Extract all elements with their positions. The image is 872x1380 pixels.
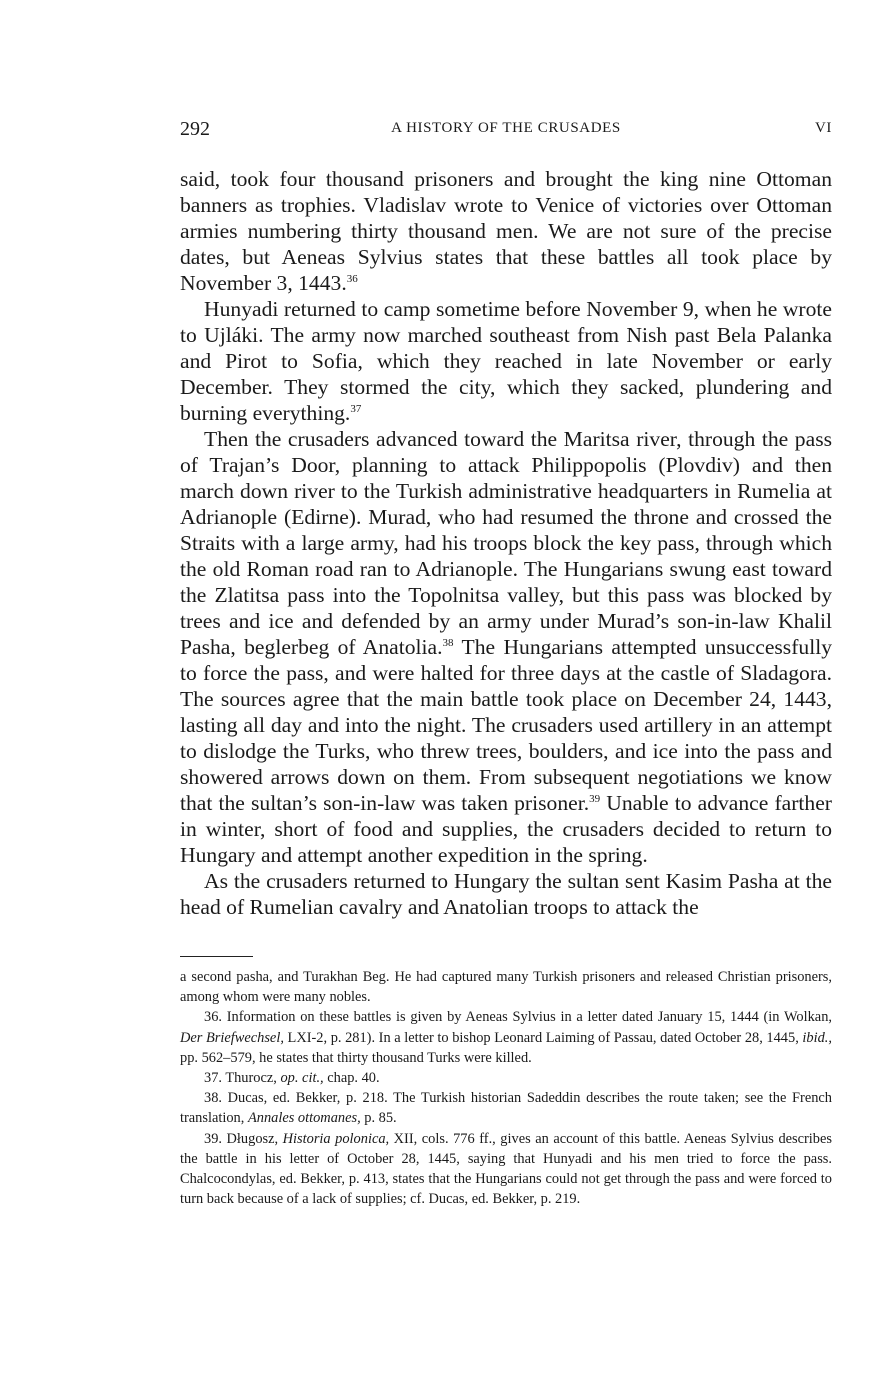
main-text [180,166,832,920]
running-title: A HISTORY OF THE CRUSADES [391,120,621,136]
note-ref-37: 37 [350,403,362,415]
footnote-36 [180,1007,832,1068]
running-head [180,112,832,144]
paragraph-3-text-c: Unable to advance farther in winter, short of food and supplies, the crusaders decided to return to Hungary and attempt another expedition in the spring. [180,791,832,867]
paragraph-4 [180,868,832,920]
footnote-37 [180,1068,832,1088]
footnote-37-opcit: op. cit., [280,1070,324,1087]
chapter-number: VI [814,120,832,136]
footnotes [180,967,832,1209]
note-ref-39: 39 [589,793,601,805]
footnote-39-text-b: XII, cols. 776 ff., gives an account of this battle. Aeneas Sylvius describes the battle in his letter of October 28, 1445, saying that Hunyadi and his men tried to force the pass. Chalcocondylas, ed. Bekker, p. 413, states that the Hungarians could not get through the pass and were forced to turn back because of a lack of supplies; cf. Ducas, ed. Bekker, p. 219. [180,1130,832,1208]
paragraph-3 [180,426,832,868]
footnote-37-text-b: chap. 40. [323,1070,380,1087]
paragraph-1 [180,166,832,296]
footnote-36-ibid: ibid., [802,1029,832,1046]
paragraph-2 [180,296,832,426]
footnote-39-text-a: 39. Długosz, [204,1130,283,1147]
footnote-38 [180,1088,832,1128]
footnote-carryover: a second pasha, and Turakhan Beg. He had captured many Turkish prisoners and released Christian prisoners, among whom were many nobles. [180,969,832,1006]
footnote-36-text-b: LXI-2, p. 281). In a letter to bishop Leonard Laiming of Passau, dated October 28, 1445, [283,1029,803,1046]
footnote-36-title: Der Briefwechsel, [180,1029,284,1046]
footnote-38-text-b: p. 85. [360,1110,397,1127]
paragraph-3-text-a: Then the crusaders advanced toward the Maritsa river, through the pass of Trajan’s Door, planning to attack Philippopolis (Plovdiv) and then march down river to the Turkish administrative headquarters in Rumelia at Adrianople (Edirne). Murad, who had resumed the throne and crossed the Straits with a large army, had his troops block the key pass, through which the old Roman road ran to Adrianople. The Hungarians swung east toward the Zlatitsa pass into the Topolnitsa valley, but this pass was blocked by trees and ice and defended by an army under Murad’s son-in-law Khalil Pasha, beglerbeg of Anatolia. [180,427,832,659]
paragraph-2-text: Hunyadi returned to camp sometime before November 9, when he wrote to Ujláki. The army now marched southeast from Nish past Bela Palanka and Pirot to Sofia, which they reached in late November or early December. They stormed the city, which they sacked, plundering and burning everything. [180,297,832,425]
footnote-38-title: Annales ottomanes, [247,1110,361,1127]
footnote-39 [180,1129,832,1210]
footnote-38-text-a: 38. Ducas, ed. Bekker, p. 218. The Turkish historian Sadeddin describes the route taken; see the French translation, [180,1090,832,1127]
footnote-36-text-a: 36. Information on these battles is given by Aeneas Sylvius in a letter dated January 15, 1444 (in Wolkan, [204,1009,832,1026]
book-page [180,112,832,1209]
footnote-39-title: Historia polonica, [282,1130,390,1147]
paragraph-3-text-b: The Hungarians attempted unsuccessfully to force the pass, and were halted for three days at the castle of Sladagora. The sources agree that the main battle took place on December 24, 1443, lasting all day and into the night. The crusaders used artillery in an attempt to dislodge the Turks, who threw trees, boulders, and ice into the pass and showered arrows down on them. From subsequent negotiations we know that the sultan’s son-in-law was taken prisoner. [180,635,832,815]
paragraph-1-text: said, took four thousand prisoners and brought the king nine Ottoman banners as trophies. Vladislav wrote to Venice of victories over Ottoman armies numbering thirty thousand men. We are not sure of the precise dates, but Aeneas Sylvius states that these battles all took place by November 3, 1443. [180,167,832,295]
footnote-37-text-a: 37. Thurocz, [204,1070,281,1087]
paragraph-4-text: As the crusaders returned to Hungary the sultan sent Kasim Pasha at the head of Rumelian cavalry and Anatolian troops to attack the [180,869,832,919]
footnote-36-text-c: pp. 562–579, he states that thirty thousand Turks were killed. [180,1049,532,1066]
page-number: 292 [180,118,210,140]
note-ref-36: 36 [346,273,358,285]
note-ref-38: 38 [442,637,454,649]
footnote-rule [180,956,253,957]
